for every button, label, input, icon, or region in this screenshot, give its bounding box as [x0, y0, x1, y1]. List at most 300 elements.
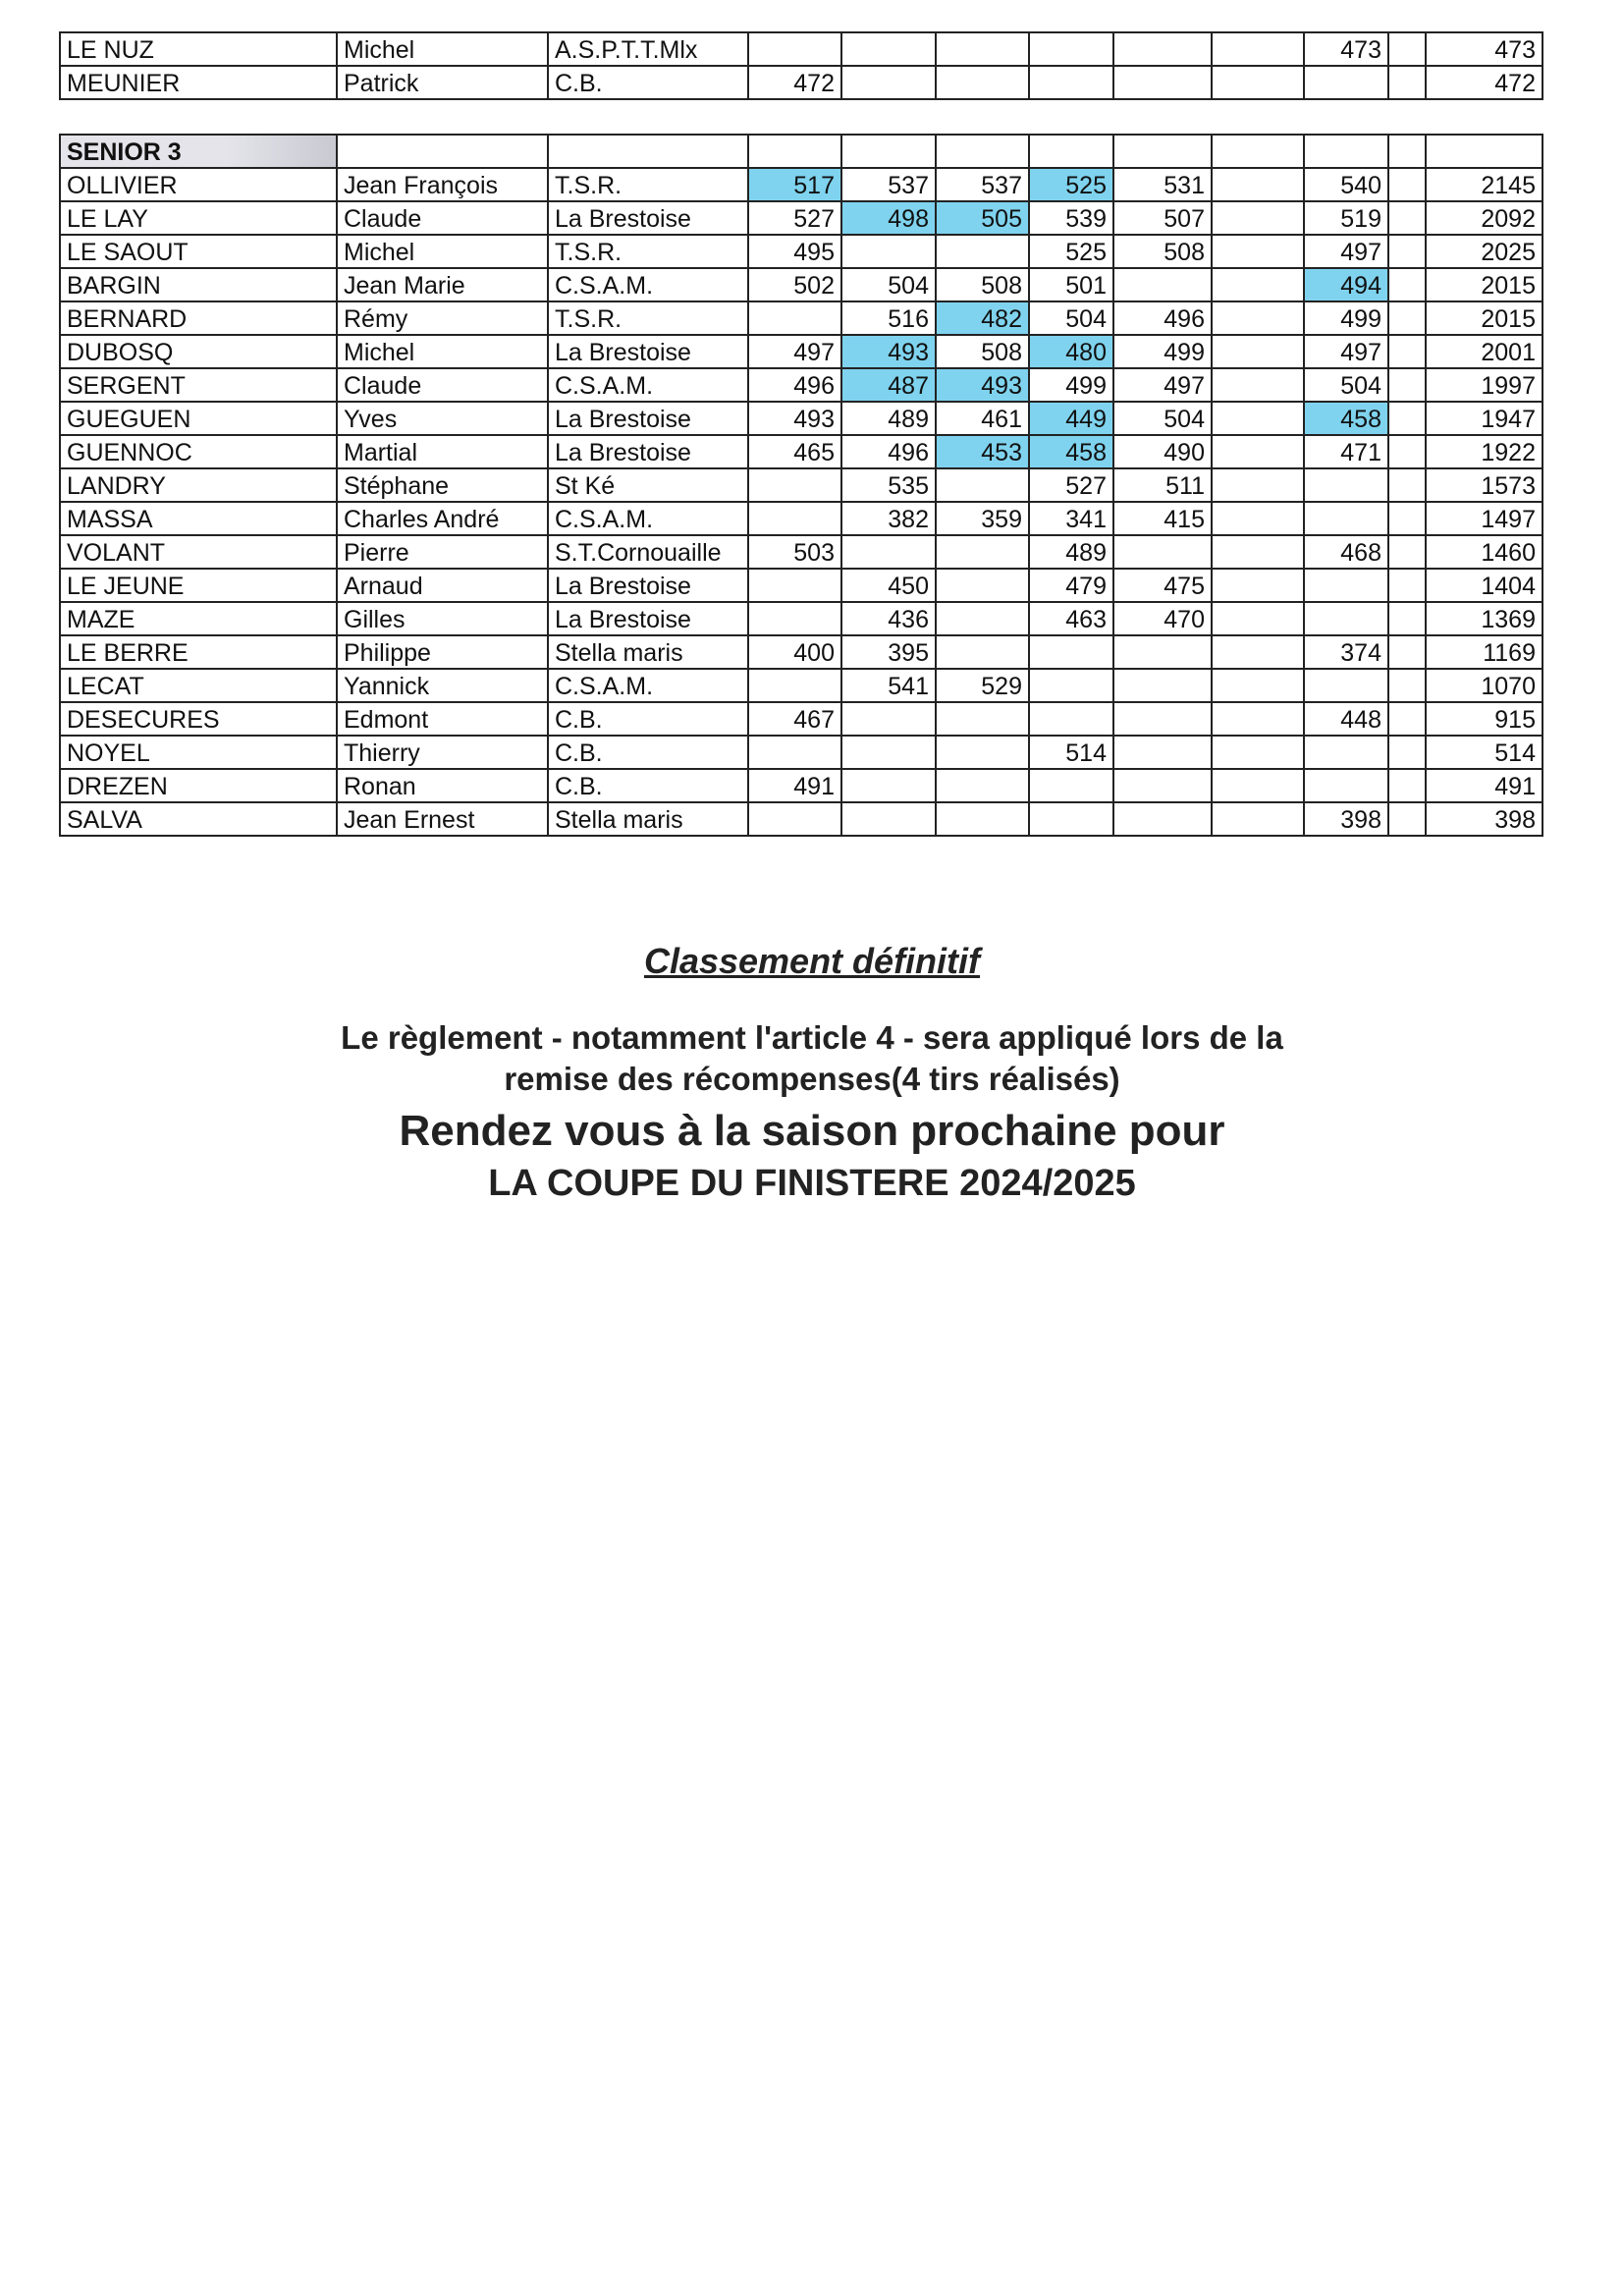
cell-s7 — [1304, 502, 1388, 535]
cell-s1 — [748, 602, 841, 635]
cell-s2: 537 — [841, 168, 936, 201]
cell-s5: 507 — [1113, 201, 1212, 235]
cell-nom: GUENNOC — [60, 435, 337, 468]
cell-s7: 468 — [1304, 535, 1388, 569]
cell-s2: 436 — [841, 602, 936, 635]
table-row — [60, 435, 1543, 468]
cell-s3 — [936, 535, 1029, 569]
cell-s6 — [1212, 335, 1304, 368]
cell-prenom: Philippe — [337, 635, 548, 669]
cell-prenom: Jean Ernest — [337, 802, 548, 836]
cell-s6 — [1212, 435, 1304, 468]
cell-blank — [1388, 502, 1426, 535]
cell-s4 — [1029, 802, 1113, 836]
table-row — [60, 201, 1543, 235]
rules-line-1: Le règlement - notamment l'article 4 - sera appliqué lors de la — [341, 1019, 1283, 1056]
cell-s1: 467 — [748, 702, 841, 736]
cell-s2: 541 — [841, 669, 936, 702]
cell-blank — [1388, 66, 1426, 99]
cell-s6 — [1212, 168, 1304, 201]
cell-s5 — [1113, 769, 1212, 802]
empty-cell — [337, 135, 548, 168]
cell-s5: 508 — [1113, 235, 1212, 268]
empty-cell — [548, 135, 748, 168]
cell-total: 2092 — [1426, 201, 1543, 235]
cell-s1: 493 — [748, 402, 841, 435]
cell-s3: 482 — [936, 301, 1029, 335]
cell-s2: 382 — [841, 502, 936, 535]
cell-s1: 495 — [748, 235, 841, 268]
cell-total: 1947 — [1426, 402, 1543, 435]
cell-s6 — [1212, 635, 1304, 669]
table-row — [60, 66, 1543, 99]
cell-s4 — [1029, 702, 1113, 736]
cell-blank — [1388, 301, 1426, 335]
cell-s3 — [936, 32, 1029, 66]
cell-s4 — [1029, 669, 1113, 702]
cell-s5 — [1113, 802, 1212, 836]
cell-prenom: Edmont — [337, 702, 548, 736]
cell-total: 1460 — [1426, 535, 1543, 569]
cell-prenom: Claude — [337, 201, 548, 235]
cell-blank — [1388, 635, 1426, 669]
cell-blank — [1388, 168, 1426, 201]
cell-club: La Brestoise — [548, 602, 748, 635]
cell-s4: 504 — [1029, 301, 1113, 335]
cell-total: 473 — [1426, 32, 1543, 66]
cell-s5: 499 — [1113, 335, 1212, 368]
cell-s5: 475 — [1113, 569, 1212, 602]
table-row — [60, 301, 1543, 335]
cell-club: C.S.A.M. — [548, 368, 748, 402]
cell-s4 — [1029, 769, 1113, 802]
cell-prenom: Stéphane — [337, 468, 548, 502]
cell-s4: 489 — [1029, 535, 1113, 569]
cell-s4 — [1029, 66, 1113, 99]
cell-prenom: Arnaud — [337, 569, 548, 602]
cell-s3 — [936, 468, 1029, 502]
cell-total: 1497 — [1426, 502, 1543, 535]
table-row — [60, 702, 1543, 736]
cell-total: 2025 — [1426, 235, 1543, 268]
cell-total: 1997 — [1426, 368, 1543, 402]
cell-nom: LE LAY — [60, 201, 337, 235]
cell-s4: 480 — [1029, 335, 1113, 368]
cell-s1: 496 — [748, 368, 841, 402]
cell-nom: MASSA — [60, 502, 337, 535]
cell-s1: 400 — [748, 635, 841, 669]
cell-s2 — [841, 66, 936, 99]
cell-s6 — [1212, 602, 1304, 635]
cell-s2 — [841, 32, 936, 66]
cell-s3: 537 — [936, 168, 1029, 201]
cell-blank — [1388, 32, 1426, 66]
cell-s6 — [1212, 669, 1304, 702]
cell-s7: 473 — [1304, 32, 1388, 66]
table-row — [60, 268, 1543, 301]
cell-s7 — [1304, 769, 1388, 802]
empty-cell — [936, 135, 1029, 168]
cell-s1 — [748, 468, 841, 502]
empty-cell — [1426, 135, 1543, 168]
table-row — [60, 802, 1543, 836]
cell-nom: NOYEL — [60, 736, 337, 769]
cell-prenom: Michel — [337, 235, 548, 268]
cell-s5: 504 — [1113, 402, 1212, 435]
cup-title: LA COUPE DU FINISTERE 2024/2025 — [488, 1163, 1136, 1204]
cell-club: C.S.A.M. — [548, 268, 748, 301]
cell-s1 — [748, 802, 841, 836]
cell-club: S.T.Cornouaille — [548, 535, 748, 569]
footer-notes — [0, 941, 1624, 1206]
cell-nom: DESECURES — [60, 702, 337, 736]
cell-s5 — [1113, 635, 1212, 669]
cell-prenom: Martial — [337, 435, 548, 468]
cell-s5 — [1113, 32, 1212, 66]
table-row — [60, 32, 1543, 66]
cell-s3 — [936, 66, 1029, 99]
cell-prenom: Charles André — [337, 502, 548, 535]
cell-s2 — [841, 235, 936, 268]
cell-s1: 527 — [748, 201, 841, 235]
cell-s3 — [936, 602, 1029, 635]
top-results-table — [59, 31, 1543, 100]
table-row — [60, 335, 1543, 368]
cell-blank — [1388, 569, 1426, 602]
cell-s7 — [1304, 736, 1388, 769]
table-row — [60, 502, 1543, 535]
cell-s6 — [1212, 502, 1304, 535]
empty-cell — [1304, 135, 1388, 168]
cell-s7 — [1304, 569, 1388, 602]
rules-line-2: remise des récompenses(4 tirs réalisés) — [504, 1061, 1120, 1097]
cell-club: T.S.R. — [548, 168, 748, 201]
cell-s1 — [748, 502, 841, 535]
cell-nom: DREZEN — [60, 769, 337, 802]
cell-nom: BERNARD — [60, 301, 337, 335]
cell-club: A.S.P.T.T.Mlx — [548, 32, 748, 66]
empty-cell — [1388, 135, 1426, 168]
cell-club: St Ké — [548, 468, 748, 502]
cell-s1 — [748, 669, 841, 702]
table-row — [60, 602, 1543, 635]
cell-s2: 493 — [841, 335, 936, 368]
cell-prenom: Yannick — [337, 669, 548, 702]
cell-nom: DUBOSQ — [60, 335, 337, 368]
cell-s2 — [841, 802, 936, 836]
cell-s1: 472 — [748, 66, 841, 99]
cell-s7: 497 — [1304, 335, 1388, 368]
table-row — [60, 736, 1543, 769]
cell-club: C.S.A.M. — [548, 669, 748, 702]
cell-s1: 497 — [748, 335, 841, 368]
cell-club: La Brestoise — [548, 435, 748, 468]
section-header-row — [60, 135, 1543, 168]
cell-s6 — [1212, 268, 1304, 301]
table-row — [60, 402, 1543, 435]
cell-total: 915 — [1426, 702, 1543, 736]
table-row — [60, 368, 1543, 402]
cell-club: Stella maris — [548, 802, 748, 836]
cell-s3 — [936, 635, 1029, 669]
cell-s6 — [1212, 66, 1304, 99]
cell-s6 — [1212, 235, 1304, 268]
cell-nom: LANDRY — [60, 468, 337, 502]
table-row — [60, 669, 1543, 702]
table-row — [60, 235, 1543, 268]
cell-s2: 450 — [841, 569, 936, 602]
cell-nom: SALVA — [60, 802, 337, 836]
cell-s4: 449 — [1029, 402, 1113, 435]
cell-s5 — [1113, 66, 1212, 99]
cell-club: C.B. — [548, 702, 748, 736]
cell-s4: 479 — [1029, 569, 1113, 602]
cell-club: C.B. — [548, 769, 748, 802]
cell-blank — [1388, 335, 1426, 368]
cell-prenom: Michel — [337, 335, 548, 368]
cell-prenom: Jean François — [337, 168, 548, 201]
cell-s6 — [1212, 569, 1304, 602]
cell-blank — [1388, 235, 1426, 268]
cell-s3 — [936, 235, 1029, 268]
table-row — [60, 468, 1543, 502]
cell-prenom: Rémy — [337, 301, 548, 335]
cell-s3: 529 — [936, 669, 1029, 702]
cell-s7: 374 — [1304, 635, 1388, 669]
cell-nom: VOLANT — [60, 535, 337, 569]
cell-s2: 496 — [841, 435, 936, 468]
cell-s6 — [1212, 301, 1304, 335]
cell-s6 — [1212, 32, 1304, 66]
cell-nom: LE BERRE — [60, 635, 337, 669]
cell-s4 — [1029, 635, 1113, 669]
cell-s5 — [1113, 268, 1212, 301]
table-row — [60, 168, 1543, 201]
cell-s1 — [748, 32, 841, 66]
table-row — [60, 769, 1543, 802]
cell-s4: 501 — [1029, 268, 1113, 301]
cell-s3: 453 — [936, 435, 1029, 468]
cell-total: 1070 — [1426, 669, 1543, 702]
cell-s2: 487 — [841, 368, 936, 402]
cell-s2 — [841, 702, 936, 736]
cell-total: 2145 — [1426, 168, 1543, 201]
cell-s7: 504 — [1304, 368, 1388, 402]
senior3-results-body — [60, 135, 1543, 836]
cell-prenom: Claude — [337, 368, 548, 402]
cell-prenom: Ronan — [337, 769, 548, 802]
cell-club: C.B. — [548, 66, 748, 99]
cell-blank — [1388, 268, 1426, 301]
cell-s6 — [1212, 802, 1304, 836]
cell-s4: 525 — [1029, 168, 1113, 201]
top-results-body — [60, 32, 1543, 99]
cell-blank — [1388, 468, 1426, 502]
cell-prenom: Thierry — [337, 736, 548, 769]
cell-s1: 491 — [748, 769, 841, 802]
cell-s7: 499 — [1304, 301, 1388, 335]
cell-s5: 490 — [1113, 435, 1212, 468]
cell-club: La Brestoise — [548, 201, 748, 235]
table-row — [60, 535, 1543, 569]
cell-total: 1169 — [1426, 635, 1543, 669]
cell-s2 — [841, 736, 936, 769]
cell-nom: SERGENT — [60, 368, 337, 402]
cell-s3: 461 — [936, 402, 1029, 435]
cell-s7: 494 — [1304, 268, 1388, 301]
cell-s5 — [1113, 535, 1212, 569]
cell-s4: 527 — [1029, 468, 1113, 502]
cell-s1 — [748, 569, 841, 602]
cell-s2: 504 — [841, 268, 936, 301]
cell-s5 — [1113, 669, 1212, 702]
cell-s7 — [1304, 468, 1388, 502]
cell-s7: 458 — [1304, 402, 1388, 435]
cell-club: La Brestoise — [548, 569, 748, 602]
cell-s2: 535 — [841, 468, 936, 502]
cell-total: 2015 — [1426, 301, 1543, 335]
cell-total: 514 — [1426, 736, 1543, 769]
cell-club: C.S.A.M. — [548, 502, 748, 535]
cell-total: 1573 — [1426, 468, 1543, 502]
cell-s6 — [1212, 201, 1304, 235]
cell-blank — [1388, 736, 1426, 769]
cell-s1 — [748, 301, 841, 335]
cell-s7 — [1304, 66, 1388, 99]
cell-s7 — [1304, 669, 1388, 702]
empty-cell — [1212, 135, 1304, 168]
cell-s4: 514 — [1029, 736, 1113, 769]
cell-total: 472 — [1426, 66, 1543, 99]
cell-total: 398 — [1426, 802, 1543, 836]
cell-blank — [1388, 769, 1426, 802]
cell-blank — [1388, 201, 1426, 235]
cell-s4: 341 — [1029, 502, 1113, 535]
cell-total: 491 — [1426, 769, 1543, 802]
empty-cell — [1113, 135, 1212, 168]
cell-s1: 502 — [748, 268, 841, 301]
cell-prenom: Yves — [337, 402, 548, 435]
empty-cell — [841, 135, 936, 168]
cell-s7: 398 — [1304, 802, 1388, 836]
table-row — [60, 569, 1543, 602]
cell-s5: 470 — [1113, 602, 1212, 635]
cell-s5: 496 — [1113, 301, 1212, 335]
cell-prenom: Gilles — [337, 602, 548, 635]
cell-s3: 359 — [936, 502, 1029, 535]
cell-s3 — [936, 569, 1029, 602]
table-row — [60, 635, 1543, 669]
cell-blank — [1388, 702, 1426, 736]
next-season-message: Rendez vous à la saison prochaine pour — [399, 1107, 1225, 1155]
cell-blank — [1388, 402, 1426, 435]
cell-nom: OLLIVIER — [60, 168, 337, 201]
cell-prenom: Michel — [337, 32, 548, 66]
empty-cell — [1029, 135, 1113, 168]
cell-club: La Brestoise — [548, 335, 748, 368]
cell-s2: 516 — [841, 301, 936, 335]
cell-s2: 395 — [841, 635, 936, 669]
cell-s3: 493 — [936, 368, 1029, 402]
cell-s1 — [748, 736, 841, 769]
cell-s2: 498 — [841, 201, 936, 235]
cell-s4: 525 — [1029, 235, 1113, 268]
cell-s1: 503 — [748, 535, 841, 569]
cell-total: 1404 — [1426, 569, 1543, 602]
empty-cell — [748, 135, 841, 168]
cell-s7: 519 — [1304, 201, 1388, 235]
cell-total: 1922 — [1426, 435, 1543, 468]
cell-nom: BARGIN — [60, 268, 337, 301]
cell-s5: 415 — [1113, 502, 1212, 535]
cell-total: 2001 — [1426, 335, 1543, 368]
section-label: SENIOR 3 — [60, 135, 337, 168]
cell-s2 — [841, 769, 936, 802]
cell-s7 — [1304, 602, 1388, 635]
cell-s7: 497 — [1304, 235, 1388, 268]
cell-club: La Brestoise — [548, 402, 748, 435]
cell-blank — [1388, 535, 1426, 569]
cell-prenom: Pierre — [337, 535, 548, 569]
cell-blank — [1388, 669, 1426, 702]
cell-s1: 517 — [748, 168, 841, 201]
cell-nom: LE SAOUT — [60, 235, 337, 268]
cell-club: T.S.R. — [548, 235, 748, 268]
cell-s6 — [1212, 368, 1304, 402]
results-sheet — [59, 31, 1542, 837]
cell-s6 — [1212, 702, 1304, 736]
cell-nom: LECAT — [60, 669, 337, 702]
cell-s7: 540 — [1304, 168, 1388, 201]
cell-s3 — [936, 802, 1029, 836]
cell-s6 — [1212, 402, 1304, 435]
cell-s4: 539 — [1029, 201, 1113, 235]
cell-s2 — [841, 535, 936, 569]
cell-s5 — [1113, 736, 1212, 769]
cell-total: 2015 — [1426, 268, 1543, 301]
cell-s6 — [1212, 736, 1304, 769]
final-ranking-title: Classement définitif — [643, 941, 981, 981]
cell-club: C.B. — [548, 736, 748, 769]
senior3-results-table — [59, 134, 1543, 837]
cell-nom: MAZE — [60, 602, 337, 635]
cell-s3 — [936, 736, 1029, 769]
cell-s3 — [936, 769, 1029, 802]
cell-s3: 505 — [936, 201, 1029, 235]
cell-nom: LE JEUNE — [60, 569, 337, 602]
cell-club: Stella maris — [548, 635, 748, 669]
cell-total: 1369 — [1426, 602, 1543, 635]
cell-blank — [1388, 802, 1426, 836]
cell-prenom: Patrick — [337, 66, 548, 99]
cell-blank — [1388, 368, 1426, 402]
cell-s6 — [1212, 769, 1304, 802]
cell-s4 — [1029, 32, 1113, 66]
cell-s5: 511 — [1113, 468, 1212, 502]
cell-s1: 465 — [748, 435, 841, 468]
cell-s6 — [1212, 535, 1304, 569]
cell-s3 — [936, 702, 1029, 736]
cell-nom: LE NUZ — [60, 32, 337, 66]
cell-blank — [1388, 435, 1426, 468]
cell-prenom: Jean Marie — [337, 268, 548, 301]
rules-note — [0, 1017, 1624, 1100]
cell-s4: 463 — [1029, 602, 1113, 635]
table-gap — [59, 100, 1542, 134]
cell-s4: 499 — [1029, 368, 1113, 402]
cell-s5 — [1113, 702, 1212, 736]
cell-nom: MEUNIER — [60, 66, 337, 99]
